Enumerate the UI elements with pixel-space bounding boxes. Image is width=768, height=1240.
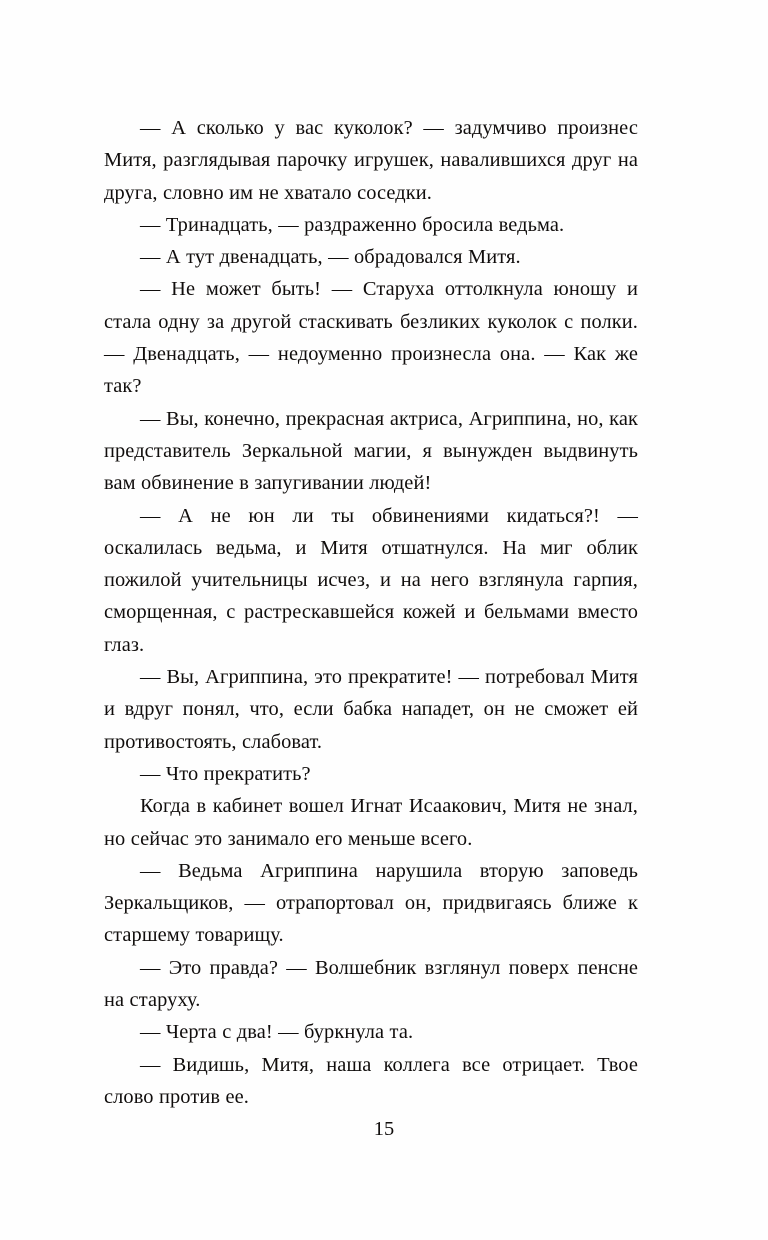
paragraph: — Не может быть! — Старуха оттолкнула юношу и стала одну за другой стаскивать безликих куколок с полки. — Двенадцать, — недоуменно произнесла она. — Как же так?: [104, 278, 638, 398]
paragraph: — Черта с два! — буркнула та.: [140, 1021, 414, 1044]
page-number: 15: [373, 1118, 395, 1140]
paragraph: — Тринадцать, — раздраженно бросила ведьма.: [140, 213, 565, 236]
paragraph: — Видишь, Митя, наша коллега все отрицает. Твое слово против ее.: [104, 1053, 638, 1108]
paragraph: — Вы, конечно, прекрасная актриса, Агриппина, но, как представитель Зеркальной магии, я вынужден выдвинуть вам обвинение в запугивании людей!: [104, 407, 638, 495]
paragraph: — А не юн ли ты обвинениями кидаться?! — оскалилась ведьма, и Митя отшатнулся. На миг облик пожилой учительницы исчез, и на него взглянула гарпия, сморщенная, с растрескавшейся кожей и бельмами вместо глаз.: [104, 504, 638, 656]
paragraph: Когда в кабинет вошел Игнат Исаакович, Митя не знал, но сейчас это занимало его меньше всего.: [104, 795, 638, 850]
paragraph: — А сколько у вас куколок? — задумчиво произнес Митя, разглядывая парочку игрушек, навалившихся друг на друга, словно им не хватало соседки.: [104, 117, 638, 204]
paragraph: — Что прекратить?: [140, 762, 311, 785]
body-text: [104, 112, 638, 1113]
paragraph: — Вы, Агриппина, это прекратите! — потребовал Митя и вдруг понял, что, если бабка нападет, он не сможет ей противостоять, слабоват.: [104, 666, 638, 753]
paragraph: — Это правда? — Волшебник взглянул поверх пенсне на старуху.: [104, 956, 638, 1012]
paragraph: — Ведьма Агриппина нарушила вторую заповедь Зеркальщиков, — отрапортовал он, придвигаясь ближе к старшему товарищу.: [104, 859, 638, 947]
paragraph: — А тут двенадцать, — обрадовался Митя.: [140, 246, 521, 269]
